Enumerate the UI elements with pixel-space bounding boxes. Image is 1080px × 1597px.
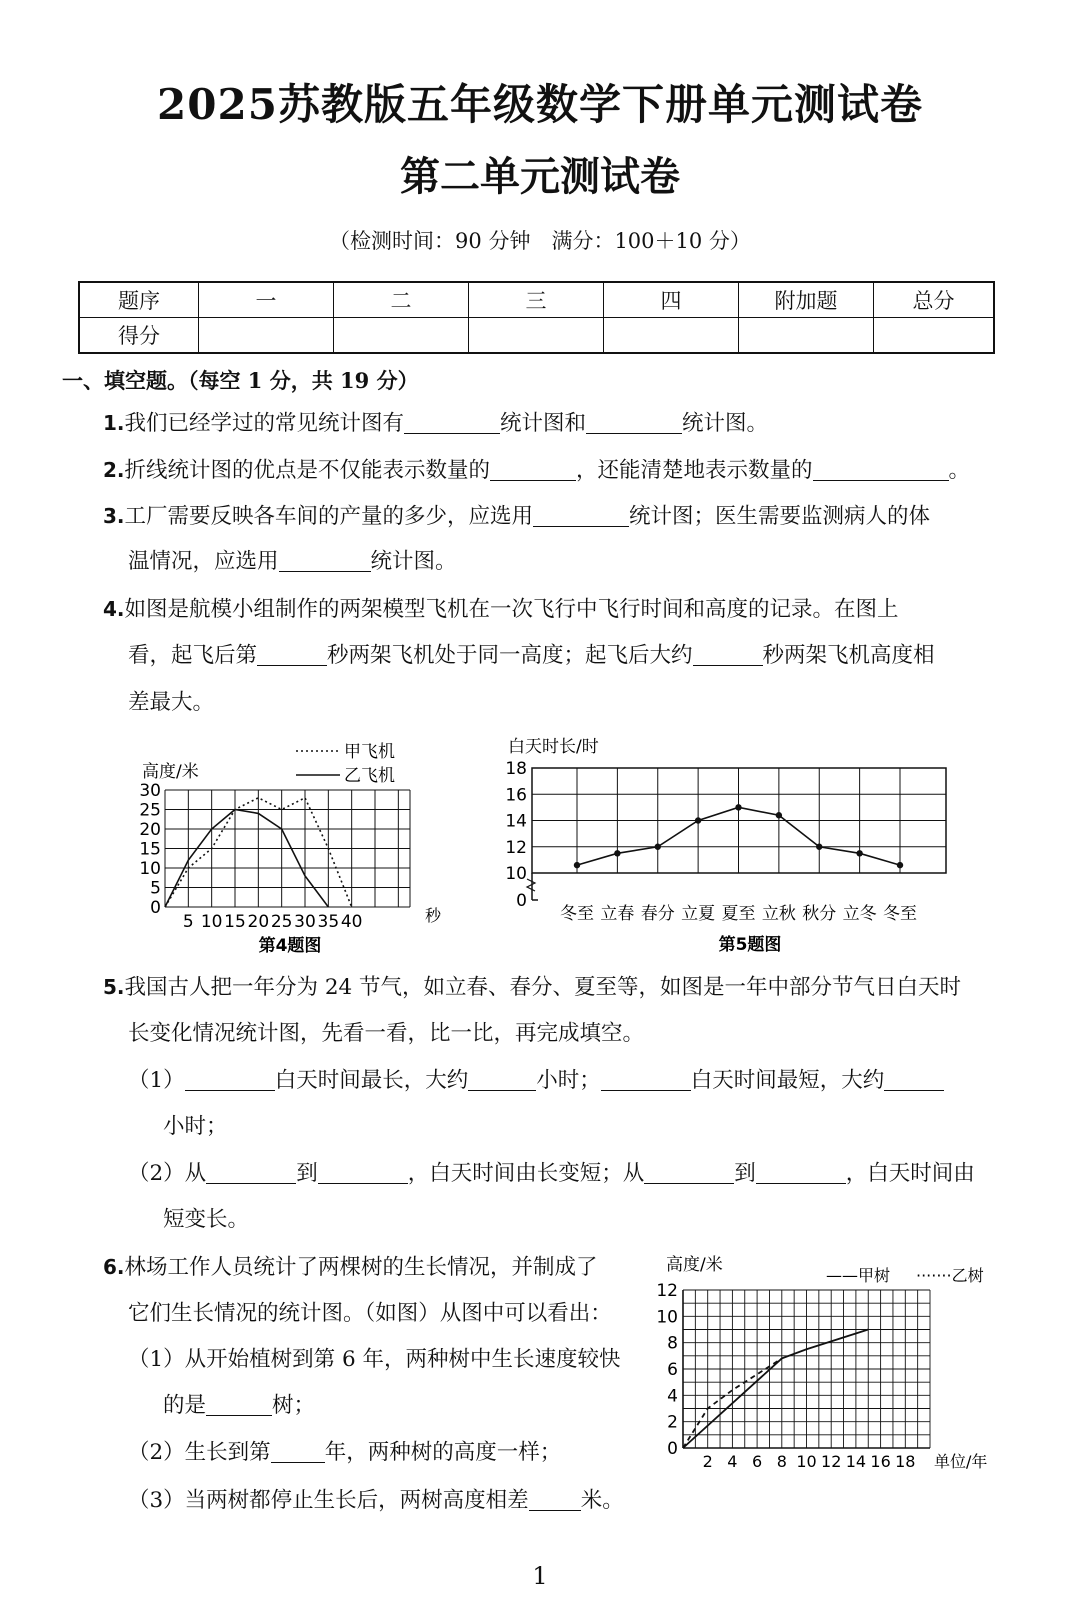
y-tick-label: 10 (505, 864, 527, 884)
x-tick-label: 5 (182, 912, 194, 932)
question-text: 差最大。 (128, 690, 215, 715)
question-text: 年，两种树的高度一样； (324, 1440, 562, 1465)
x-tick-label: 20 (247, 912, 270, 932)
x-tick-label: 10 (200, 912, 223, 932)
question-5-line2 (128, 1019, 644, 1049)
legend-dashed-label: ·······乙树 (916, 1266, 984, 1285)
y-tick-label: 0 (150, 898, 161, 918)
y-tick-label: 12 (656, 1281, 678, 1301)
question-number: 4. (103, 597, 125, 621)
answer-blank[interactable] (257, 641, 327, 666)
score-table (78, 281, 995, 354)
question-text: （3）当两树都停止生长后，两树高度相差 (128, 1488, 529, 1513)
legend-dotted-label: 甲飞机 (344, 742, 395, 762)
question-text: 米。 (580, 1488, 624, 1513)
x-tick-label: 8 (776, 1452, 787, 1471)
y-tick-label: 20 (139, 820, 161, 840)
question-text: 温情况，应选用 (128, 549, 279, 574)
chart-q4-xlabel: 秒 (425, 906, 442, 925)
x-tick-label: 12 (821, 1452, 842, 1471)
chart-q6 (650, 1248, 1030, 1480)
question-1 (103, 408, 768, 439)
question-text: 到 (734, 1161, 756, 1186)
question-6-line2 (128, 1299, 612, 1329)
question-number: 6. (103, 1255, 125, 1279)
question-6-sub1-line2 (163, 1391, 315, 1421)
question-text: 白天时间最长，大约 (274, 1068, 469, 1093)
answer-blank[interactable] (586, 409, 682, 434)
question-text: 看，起飞后第 (128, 643, 258, 668)
data-point (655, 844, 661, 850)
y-tick-label: 16 (505, 785, 527, 806)
answer-blank[interactable] (490, 456, 576, 481)
question-text: 折线统计图的优点是不仅能表示数量的 (124, 458, 491, 483)
question-text: 的是 (163, 1393, 207, 1418)
y-tick-label: 5 (150, 878, 161, 899)
x-tick-label: 立秋 (761, 904, 796, 924)
question-3 (103, 501, 930, 532)
score-row (79, 318, 994, 354)
x-tick-label: 25 (270, 912, 293, 932)
question-text: 我国古人把一年分为 24 节气，如立春、春分、夏至等，如图是一年中部分节气日白天时 (124, 975, 962, 1000)
y-tick-label: 18 (505, 759, 527, 779)
answer-blank[interactable] (206, 1391, 272, 1416)
question-number: 2. (103, 458, 125, 482)
exam-title: 2025苏教版五年级数学下册单元测试卷 (157, 80, 923, 129)
y-tick-label: 14 (505, 811, 527, 832)
answer-blank[interactable] (404, 409, 500, 434)
score-cell[interactable] (739, 318, 874, 354)
legend-solid-label: 乙飞机 (344, 766, 395, 786)
question-text: 小时； (163, 1114, 228, 1139)
question-text: 统计图和 (500, 411, 587, 436)
question-6-sub3 (128, 1486, 624, 1516)
question-3-line2 (128, 547, 457, 577)
x-tick-label: 14 (845, 1452, 867, 1471)
series-line-jia-tree (683, 1330, 868, 1449)
score-header-row (79, 282, 994, 318)
series-line-yi (165, 810, 328, 908)
data-point (856, 850, 862, 856)
x-tick-label: 10 (796, 1452, 817, 1471)
chart-q5-caption: 第5题图 (718, 935, 782, 955)
legend-solid-label: ——甲树 (826, 1266, 891, 1285)
answer-blank[interactable] (813, 456, 949, 481)
score-header-cell: 附加题 (739, 282, 874, 318)
question-text: （2）从 (128, 1161, 207, 1186)
question-text: 到 (296, 1161, 318, 1186)
question-text: 它们生长情况的统计图。（如图）从图中可以看出： (128, 1301, 612, 1326)
question-text: 统计图。 (682, 411, 769, 436)
question-text: 秒两架飞机处于同一高度；起飞后大约 (327, 643, 693, 668)
y-tick-label: 0 (667, 1439, 678, 1459)
chart-q4-ylabel: 高度/米 (142, 762, 199, 782)
x-tick-label: 15 (224, 912, 246, 932)
question-text: 秒两架飞机高度相 (762, 643, 935, 668)
data-point (735, 804, 741, 810)
question-text: 短变长。 (163, 1207, 250, 1232)
score-header-cell: 总分 (874, 282, 995, 318)
x-tick-label: 18 (895, 1452, 916, 1471)
chart-q4-caption: 第4题图 (258, 936, 322, 956)
question-text: （2）生长到第 (128, 1440, 271, 1465)
score-row-label: 得分 (79, 318, 199, 354)
score-header-cell: 一 (199, 282, 334, 318)
chart-q6-ylabel: 高度/米 (666, 1255, 723, 1275)
question-number: 3. (103, 504, 125, 528)
section-heading: 一、填空题。（每空 1 分，共 19 分） (62, 368, 419, 393)
question-text: 白天时间最短，大约 (690, 1068, 885, 1093)
question-5-sub1-line2 (163, 1112, 228, 1142)
x-tick-label: 16 (870, 1452, 891, 1471)
exam-info: （检测时间：90 分钟 满分：100＋10 分） (329, 229, 751, 253)
question-number: 5. (103, 975, 125, 999)
score-cell[interactable] (874, 318, 995, 354)
y-tick-label: 15 (139, 839, 161, 860)
exam-subtitle: 第二单元测试卷 (400, 153, 680, 200)
x-tick-label: 35 (317, 912, 340, 932)
answer-blank[interactable] (529, 1486, 581, 1511)
question-4-line2 (128, 641, 935, 671)
y-tick-label: 10 (139, 859, 161, 879)
question-text: 统计图。 (370, 549, 457, 574)
question-text: 长变化情况统计图，先看一看，比一比，再完成填空。 (128, 1021, 645, 1046)
x-tick-label: 冬至 (883, 904, 917, 924)
y-tick-label: 10 (656, 1307, 678, 1328)
question-number: 1. (103, 411, 125, 435)
question-5 (103, 972, 961, 1003)
x-tick-label: 40 (340, 912, 363, 932)
x-tick-label: 秋分 (802, 904, 837, 924)
question-5-sub2-line2 (163, 1205, 249, 1235)
question-2 (103, 455, 970, 486)
data-point (695, 817, 701, 823)
x-tick-label: 立夏 (681, 904, 716, 924)
y-tick-label: 8 (667, 1333, 678, 1354)
chart-q5 (500, 732, 980, 960)
data-point (897, 862, 903, 868)
score-cell[interactable] (469, 318, 604, 354)
score-cell[interactable] (199, 318, 334, 354)
page-number: 1 (532, 1562, 548, 1590)
x-tick-label: 立冬 (842, 904, 877, 924)
question-text: 树； (272, 1393, 316, 1418)
question-6-sub1 (128, 1345, 621, 1375)
data-point (776, 812, 782, 818)
x-tick-label: 春分 (640, 904, 675, 924)
x-tick-label: 夏至 (721, 904, 756, 924)
question-text: ，还能清楚地表示数量的 (576, 458, 813, 483)
question-6 (103, 1252, 598, 1283)
x-tick-label: 立春 (600, 904, 635, 924)
x-tick-label: 冬至 (560, 904, 594, 924)
question-5-sub1 (128, 1066, 944, 1096)
chart-q6-xlabel: 单位/年 (934, 1452, 988, 1471)
x-tick-label: 30 (294, 912, 316, 932)
chart-q4 (130, 735, 450, 960)
question-text: 。 (948, 458, 971, 483)
x-tick-label: 6 (752, 1452, 763, 1471)
question-6-sub2 (128, 1438, 561, 1468)
question-text: 如图是航模小组制作的两架模型飞机在一次飞行中飞行时间和高度的记录。在图上 (124, 597, 899, 622)
score-header-cell: 三 (469, 282, 604, 318)
question-5-sub2 (128, 1159, 975, 1189)
y-tick-label: 4 (667, 1386, 678, 1407)
score-cell[interactable] (334, 318, 469, 354)
axis-break-mark (527, 879, 535, 891)
y-tick-label: 0 (516, 891, 527, 911)
answer-blank[interactable] (318, 1159, 408, 1184)
question-4-line3 (128, 688, 214, 718)
question-text: ，白天时间由长变短；从 (407, 1161, 645, 1186)
data-point (574, 862, 580, 868)
x-tick-label: 2 (702, 1452, 713, 1471)
question-text: 工厂需要反映各车间的产量的多少，应选用 (124, 504, 534, 529)
score-cell[interactable] (604, 318, 739, 354)
score-header-cell: 四 (604, 282, 739, 318)
answer-blank[interactable] (206, 1159, 296, 1184)
question-4 (103, 594, 899, 625)
answer-blank[interactable] (279, 547, 371, 572)
data-point (816, 844, 822, 850)
answer-blank[interactable] (756, 1159, 846, 1184)
question-text: 小时； (536, 1068, 601, 1093)
y-tick-label: 12 (505, 837, 527, 858)
score-header-cell: 题序 (79, 282, 199, 318)
question-text: ，白天时间由 (845, 1161, 975, 1186)
y-tick-label: 30 (139, 781, 161, 801)
y-tick-label: 25 (139, 800, 161, 821)
x-tick-label: 4 (727, 1452, 738, 1471)
answer-blank[interactable] (693, 641, 763, 666)
answer-blank[interactable] (601, 1066, 691, 1091)
question-text: （1）从开始植树到第 6 年，两种树中生长速度较快 (128, 1347, 621, 1372)
score-header-cell: 二 (334, 282, 469, 318)
y-tick-label: 6 (667, 1360, 678, 1380)
answer-blank[interactable] (468, 1066, 536, 1091)
answer-blank[interactable] (271, 1438, 325, 1463)
answer-blank[interactable] (185, 1066, 275, 1091)
question-text: 我们已经学过的常见统计图有 (124, 411, 405, 436)
question-text: 林场工作人员统计了两棵树的生长情况，并制成了 (124, 1255, 598, 1280)
answer-blank[interactable] (644, 1159, 734, 1184)
question-text: 统计图；医生需要监测病人的体 (629, 504, 931, 529)
answer-blank[interactable] (884, 1066, 944, 1091)
question-text: （1） (128, 1068, 185, 1093)
chart-q5-ylabel: 白天时长/时 (508, 737, 599, 757)
data-point (614, 850, 620, 856)
y-tick-label: 2 (667, 1412, 678, 1433)
answer-blank[interactable] (533, 502, 629, 527)
